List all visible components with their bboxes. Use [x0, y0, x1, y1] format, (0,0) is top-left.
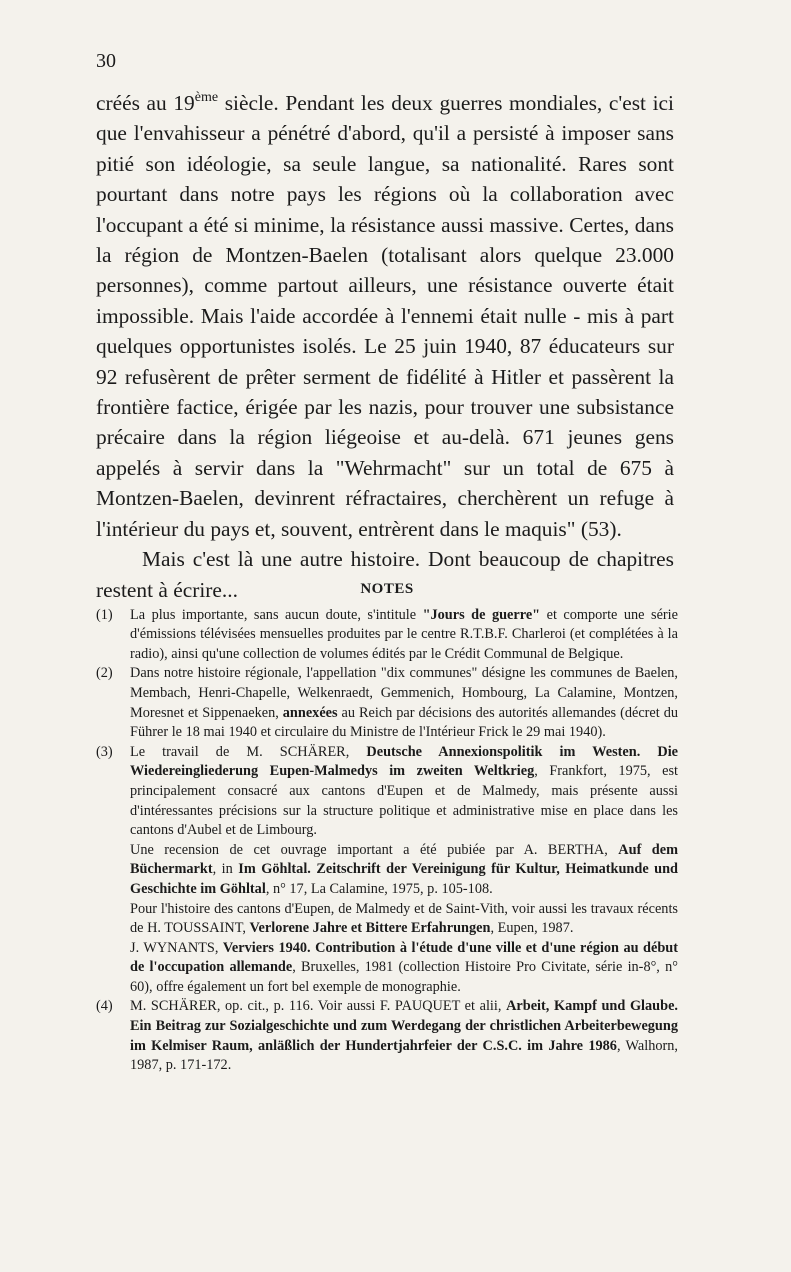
note-number: (4): [96, 998, 113, 1015]
text-run: Le travail de M. SCHÄRER,: [130, 743, 367, 760]
bold-title: Im Göhltal. Zeitschrift der Vereinigung für Kultur, Heimatkunde und Geschichte im Göhltal: [130, 861, 679, 897]
page-number: 30: [96, 50, 116, 72]
note-text: [130, 664, 678, 742]
note-text: [130, 997, 678, 1075]
text-run: La plus importante, sans aucun doute, s'intitule: [130, 606, 423, 623]
note-text: [130, 606, 678, 665]
text-run: , n° 17, La Calamine, 1975, p. 105-108.: [265, 880, 493, 897]
note-1: [96, 606, 678, 665]
bold-title: Arbeit, Kampf und Glaube. Ein Beitrag zur Sozialgeschichte und zum Werdegang der christlichen Arbeiterbewegung im Kelmiser Raum, anläßlich der Hundertjahrfeier der C.S.C. im Jahre 1986: [130, 998, 679, 1054]
text-run: Une recension de cet ouvrage important a été pubiée par A. BERTHA,: [130, 841, 619, 858]
note-paragraph: [130, 900, 678, 939]
bold-term: annexées: [282, 704, 338, 721]
note-paragraph: [130, 939, 678, 998]
note-number: (3): [96, 743, 113, 760]
note-paragraph: [130, 841, 678, 900]
note-2: [96, 664, 678, 742]
note-number: (1): [96, 606, 113, 623]
notes-section: [96, 580, 678, 1076]
note-3: [96, 743, 678, 998]
text-run: siècle. Pendant les deux guerres mondiales, c'est ici que l'envahisseur a pénétré d'abord, qu'il a persisté à imposer sans pitié son idéologie, sa seule langue, sa nationalité. Rares sont pourtant dans notre pays les régions où la collaboration avec l'occupant a été si minime, la résistance aussi massive. Certes, dans la région de Montzen-Baelen (totalisant alors quelque 23.000 personnes), comme partout ailleurs, une résistance ouverte était impossible. Mais l'aide accordée à l'ennemi était nulle - mis à part quelques opportunistes isolés. Le 25 juin 1940, 87 éducateurs sur 92 refusèrent de prêter serment de fidélité à Hitler et passèrent la frontière factice, érigée par les nazis, pour trouver une subsistance précaire dans la région liégeoise et au-delà. 671 jeunes gens appelés à servir dans la "Wehrmacht" sur un total de 675 à Montzen-Baelen, devinrent réfractaires, cherchèrent un refuge à l'intérieur du pays et, souvent, entrèrent dans le maquis" (53).: [96, 91, 674, 541]
note-paragraph: [130, 743, 678, 841]
bold-title: Verlorene Jahre et Bittere Erfahrungen: [249, 920, 491, 937]
bold-title: Auf dem Büchermarkt: [130, 841, 678, 878]
text-run: Dans notre histoire régionale, l'appellation "dix communes" désigne les communes de Baelen, Membach, Henri-Chapelle, Welkenraedt, Gemmenich, Hombourg, La Calamine, Montzen, Moresnet et Sippenaeken,: [130, 665, 678, 721]
text-run: M. SCHÄRER, op. cit., p. 116. Voir aussi F. PAUQUET et alii,: [130, 998, 507, 1015]
note-text: [130, 743, 678, 998]
text-run: au Reich par décisions des autorités allemandes (décret du Führer le 18 mai 1940 et circulaire du Ministre de l'Intérieur Frick le 29 mai 1940).: [130, 704, 678, 741]
text-run: , Walhorn, 1987, p. 171-172.: [130, 1037, 679, 1074]
text-run: , Eupen, 1987.: [490, 920, 574, 937]
note-4: [96, 997, 678, 1075]
paragraph-2: Mais c'est là une autre histoire. Dont beaucoup de chapitres restent à écrire...: [96, 547, 674, 602]
note-number: (2): [96, 665, 113, 682]
superscript: ème: [194, 90, 219, 105]
paragraph-1: [96, 88, 674, 544]
text-run: , Frankfort, 1975, est principalement consacré aux cantons d'Eupen et de Malmedy, mais présente aussi d'intéressantes précisions sur la structure politique et administrative mise en place dans les cantons d'Aubel et de Limbourg.: [130, 763, 678, 839]
body-text: [96, 88, 674, 605]
text-run: créés au 19: [96, 91, 195, 115]
text-run: et comporte une série d'émissions télévisées mensuelles produites par le centre R.T.B.F. Charleroi (et complétées à la radio), ainsi qu'une collection de volumes édités par le Crédit Communal de Belgique.: [130, 606, 678, 662]
notes-title: NOTES: [360, 581, 414, 597]
bold-title: Verviers 1940. Contribution à l'étude d'une ville et d'une région au début de l'occupation allemande: [130, 939, 678, 976]
text-run: Pour l'histoire des cantons d'Eupen, de Malmedy et de Saint-Vith, voir aussi les travaux récents de H. TOUSSAINT,: [130, 900, 678, 937]
text-run: J. WYNANTS,: [130, 939, 223, 956]
text-run: , in: [212, 861, 239, 878]
bold-title: "Jours de guerre": [422, 606, 541, 623]
bold-title: Deutsche Annexionspolitik im Westen. Die Wiedereingliederung Eupen-Malmedys im zweiten Weltkrieg: [130, 743, 679, 780]
text-run: , Bruxelles, 1981 (collection Histoire Pro Civitate, série in-8°, n° 60), offre également un fort bel exemple de monographie.: [130, 959, 678, 995]
